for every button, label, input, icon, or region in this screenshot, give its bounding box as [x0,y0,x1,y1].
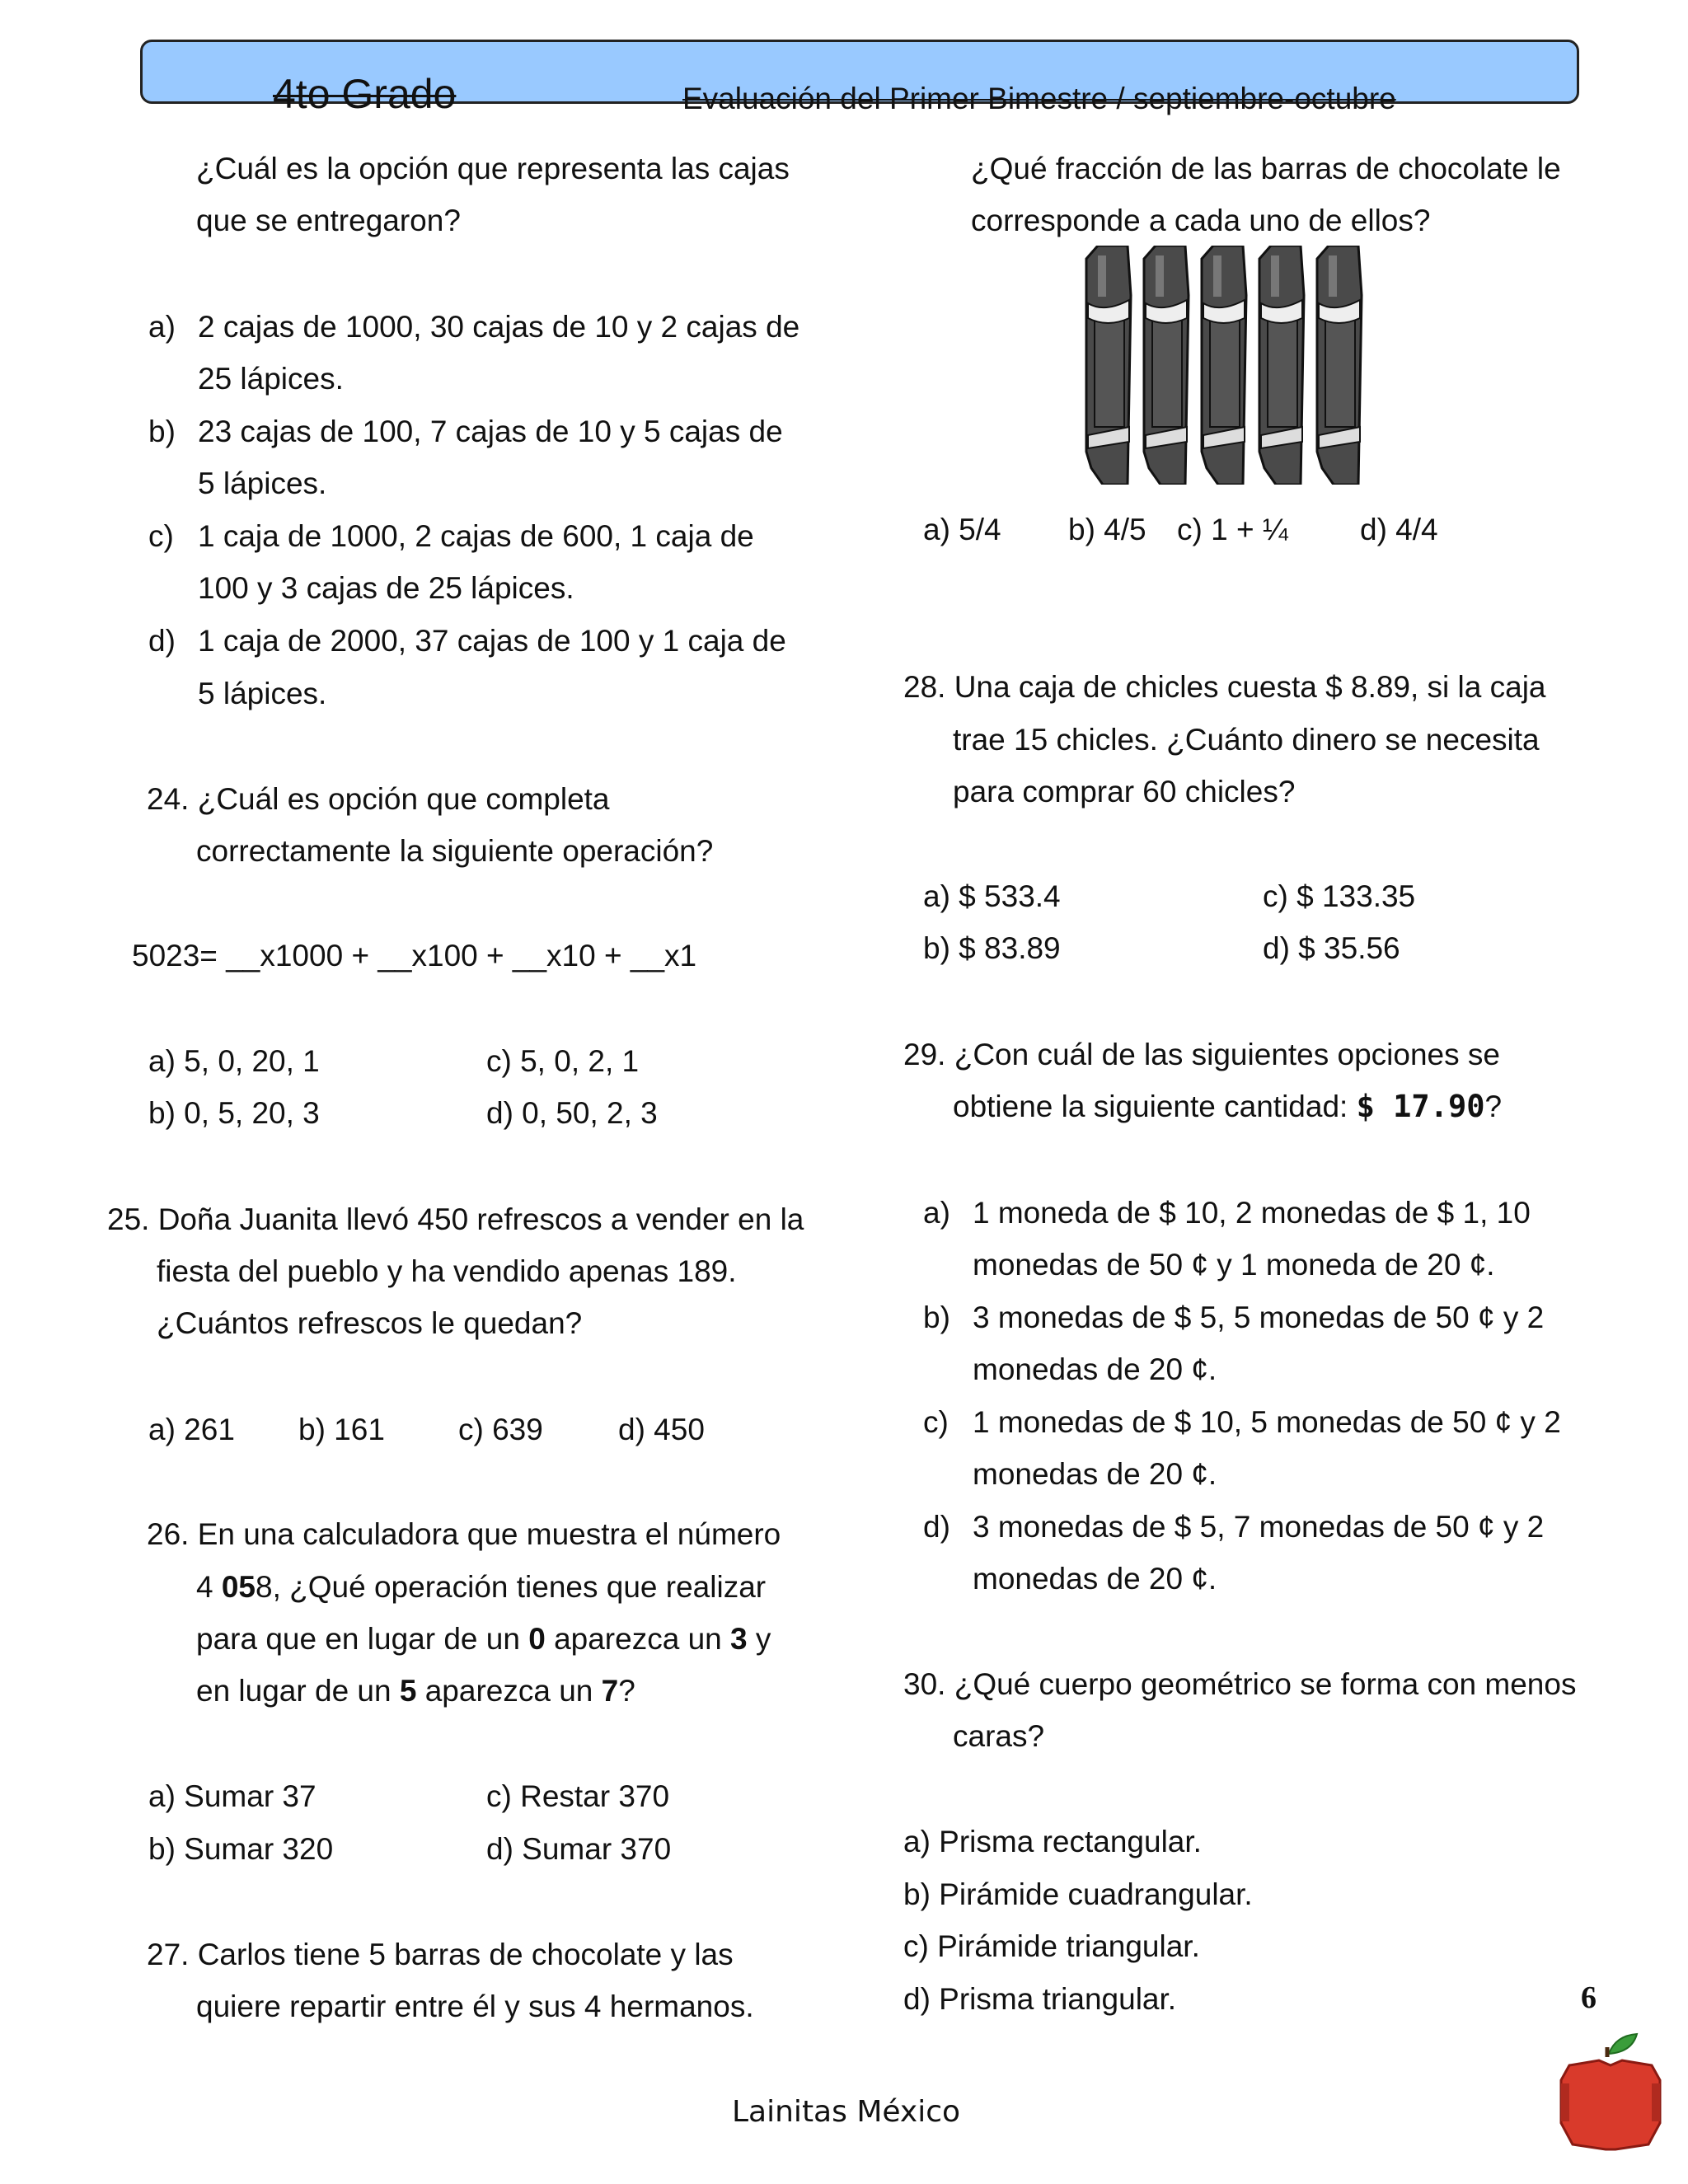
page-number: 6 [1581,1980,1597,2015]
q28-line2: trae 15 chicles. ¿Cuánto dinero se necesita [953,723,1540,757]
q27-line2: quiere repartir entre él y sus 4 hermanos. [196,1990,754,2023]
q23-option-b-cont: 5 lápices. [198,466,327,500]
q30-option-a: a) Prisma rectangular. [903,1825,1202,1858]
footer-brand: Lainitas México [732,2095,961,2129]
chocolate-bar-icon [1317,246,1362,485]
q29-option-b: 3 monedas de $ 5, 5 monedas de 50 ¢ y 2 [973,1301,1545,1334]
q27-option-b: b) 4/5 [1068,513,1146,546]
grade-title: 4to Grado [273,71,457,117]
q29-amount: $ 17.90 [1356,1089,1485,1124]
chocolate-bar-icon [1259,246,1304,485]
q29-line1: 29. ¿Con cuál de las siguientes opciones se [903,1038,1500,1071]
q27-line1: 27. Carlos tiene 5 barras de chocolate y las [147,1938,734,1971]
evaluation-title: Evaluación del Primer Bimestre / septiembre-octubre [682,82,1396,115]
q30-option-b: b) Pirámide cuadrangular. [903,1877,1253,1911]
q24-option-b: b) 0, 5, 20, 3 [148,1096,320,1130]
q24-line2: correctamente la siguiente operación? [196,834,714,868]
q25-option-c: c) 639 [458,1413,543,1446]
q28-line1: 28. Una caja de chicles cuesta $ 8.89, si la caja [903,670,1546,704]
q27-line3: ¿Qué fracción de las barras de chocolate le [971,152,1561,185]
q25-option-b: b) 161 [298,1413,385,1446]
q23-option-d-cont: 5 lápices. [198,677,327,710]
q28-line3: para comprar 60 chicles? [953,775,1296,808]
chocolate-bar-icon [1144,246,1189,485]
q25-line3: ¿Cuántos refrescos le quedan? [157,1306,583,1340]
q24-option-c: c) 5, 0, 2, 1 [486,1044,640,1078]
q29-a-letter: a) [923,1196,950,1230]
q23-option-b: 23 cajas de 100, 7 cajas de 10 y 5 cajas de [198,415,783,448]
q28-option-b: b) $ 83.89 [923,931,1061,965]
q28-option-c: c) $ 133.35 [1263,879,1416,913]
chocolate-bar-icon [1202,246,1246,485]
q29-b-letter: b) [923,1301,950,1334]
q26-line4: en lugar de un 5 aparezca un 7? [196,1674,635,1708]
q27-option-a: a) 5/4 [923,513,1001,546]
q29-d-letter: d) [923,1510,950,1544]
q24-operation: 5023= __x1000 + __x100 + __x10 + __x1 [132,939,697,972]
q26-line2: 4 058, ¿Qué operación tienes que realizar [196,1570,767,1604]
q25-option-d: d) 450 [618,1413,705,1446]
q23-option-a-cont: 25 lápices. [198,362,344,396]
q26-line3: para que en lugar de un 0 aparezca un 3 y [196,1622,771,1656]
q23-d-letter: d) [148,624,176,658]
q26-line1: 26. En una calculadora que muestra el número [147,1517,781,1551]
q23-line2: que se entregaron? [196,204,461,237]
q26-option-b: b) Sumar 320 [148,1832,334,1866]
q30-option-d: d) Prisma triangular. [903,1982,1177,2016]
q29-c-letter: c) [923,1405,949,1439]
q25-option-a: a) 261 [148,1413,235,1446]
q27-option-c: c) 1 + ¼ [1177,513,1288,546]
q29-option-d: 3 monedas de $ 5, 7 monedas de 50 ¢ y 2 [973,1510,1545,1544]
q23-option-c-cont: 100 y 3 cajas de 25 lápices. [198,571,574,605]
q23-b-letter: b) [148,415,176,448]
q27-line4: corresponde a cada uno de ellos? [971,204,1431,237]
q29-option-b-cont: monedas de 20 ¢. [973,1352,1217,1386]
chocolate-bar-icon [1086,246,1131,485]
q25-line1: 25. Doña Juanita llevó 450 refrescos a vender en la [107,1202,804,1236]
q29-line2: obtiene la siguiente cantidad: $ 17.90? [953,1089,1503,1124]
q29-option-a-cont: monedas de 50 ¢ y 1 moneda de 20 ¢. [973,1248,1495,1282]
q25-line2: fiesta del pueblo y ha vendido apenas 189. [157,1254,737,1288]
q23-line1: ¿Cuál es la opción que representa las cajas [196,152,790,185]
q30-line2: caras? [953,1719,1045,1753]
q29-option-a: 1 moneda de $ 10, 2 monedas de $ 1, 10 [973,1196,1531,1230]
q26-option-a: a) Sumar 37 [148,1779,316,1813]
q27-option-d: d) 4/4 [1360,513,1438,546]
q23-option-d: 1 caja de 2000, 37 cajas de 100 y 1 caja de [198,624,786,658]
q28-option-d: d) $ 35.56 [1263,931,1400,965]
q24-line1: 24. ¿Cuál es opción que completa [147,782,610,816]
q29-option-c: 1 monedas de $ 10, 5 monedas de 50 ¢ y 2 [973,1405,1561,1439]
chocolate-bars-illustration [1080,246,1376,485]
q29-option-c-cont: monedas de 20 ¢. [973,1457,1217,1491]
q23-option-c: 1 caja de 1000, 2 cajas de 600, 1 caja de [198,519,754,553]
q26-option-c: c) Restar 370 [486,1779,670,1813]
q29-option-d-cont: monedas de 20 ¢. [973,1562,1217,1596]
q30-line1: 30. ¿Qué cuerpo geométrico se forma con menos [903,1667,1577,1701]
q23-option-a: 2 cajas de 1000, 30 cajas de 10 y 2 cajas de [198,310,800,344]
header-banner [140,40,1579,117]
q23-a-letter: a) [148,310,176,344]
q24-option-d: d) 0, 50, 2, 3 [486,1096,658,1130]
q30-option-c: c) Pirámide triangular. [903,1929,1200,1963]
q23-c-letter: c) [148,519,174,553]
q24-option-a: a) 5, 0, 20, 1 [148,1044,320,1078]
apple-logo-icon [1558,2032,1663,2151]
q28-option-a: a) $ 533.4 [923,879,1061,913]
q26-option-d: d) Sumar 370 [486,1832,672,1866]
